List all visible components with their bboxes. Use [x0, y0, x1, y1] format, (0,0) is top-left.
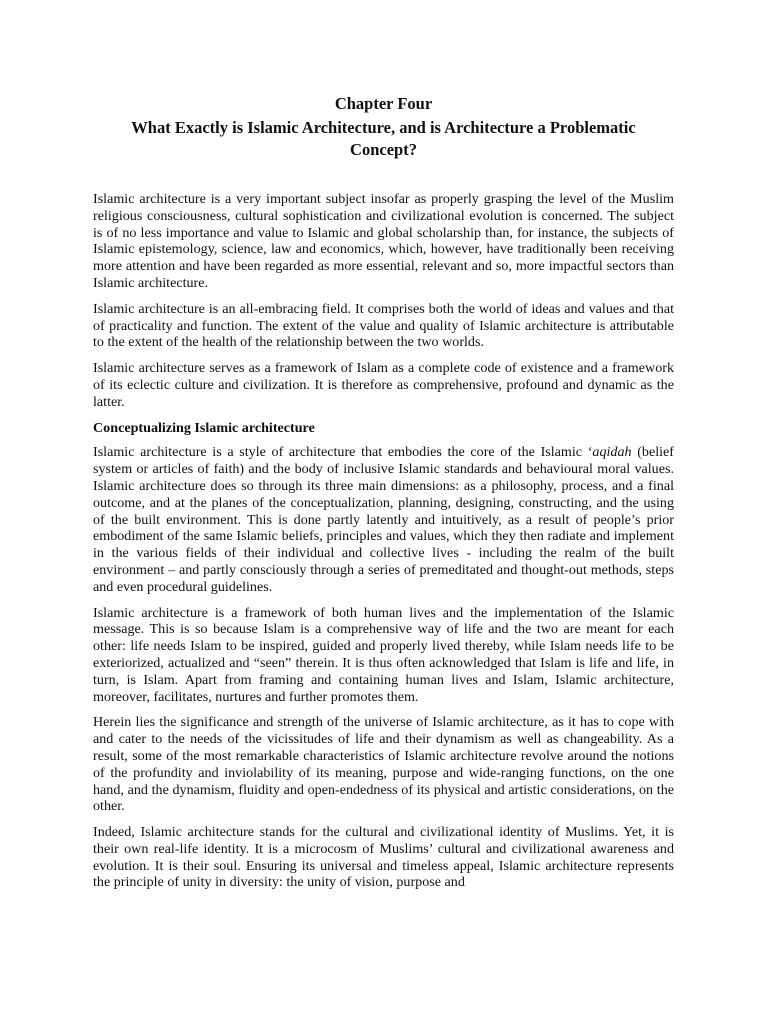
aqidah-term: aqidah	[592, 444, 632, 461]
chapter-title: What Exactly is Islamic Architecture, and is Architecture a Problematic Concept?	[131, 118, 636, 159]
paragraph-4-rest: (belief system or articles of faith) and the body of inclusive Islamic standards and behavioural moral values. Islamic architecture does so through its three main dimensions: as a philosophy, process, and a final outcome, and at the planes of the conceptualization, planning, designing, constructing, and the using of the built environment. This is done partly latently and intuitively, as a result of people’s prior embodiment of the same Islamic beliefs, principles and values, which they then radiate and implement in the various fields of their individual and collective lives - including the realm of the built environment – and partly consciously through a series of premeditated and thought-out methods, steps and even procedural guidelines.	[93, 444, 674, 595]
paragraph-1: Islamic architecture is a very important subject insofar as properly grasping the level of the Muslim religious consciousness, cultural sophistication and civilizational evolution is concerned. The subject is of no less importance and value to Islamic and global scholarship than, for instance, the subjects of Islamic epistemology, science, law and economics, which, however, have traditionally been receiving more attention and have been regarded as more essential, relevant and so, more impactful sectors than Islamic architecture.	[93, 191, 674, 291]
paragraph-4	[93, 444, 674, 595]
document-body	[93, 191, 674, 891]
document-page	[93, 93, 674, 900]
paragraph-4-start: Islamic architecture is a style of architecture that embodies the core of the Islamic ‘	[93, 444, 593, 461]
paragraph-2: Islamic architecture is an all-embracing field. It comprises both the world of ideas and values and that of practicality and function. The extent of the value and quality of Islamic architecture is attributable to the extent of the health of the relationship between the two worlds.	[93, 300, 674, 351]
section-heading: Conceptualizing Islamic architecture	[93, 419, 315, 436]
paragraph-3: Islamic architecture serves as a framework of Islam as a complete code of existence and a framework of its eclectic culture and civilization. It is therefore as comprehensive, profound and dynamic as the latter.	[93, 360, 674, 410]
paragraph-6: Herein lies the significance and strength of the universe of Islamic architecture, as it has to cope with and cater to the needs of the vicissitudes of life and their dynamism as well as changeability. As a result, some of the most remarkable characteristics of Islamic architecture revolve around the notions of the profundity and inviolability of its meaning, purpose and wide-ranging functions, on the one hand, and the dynamism, fluidity and open-endedness of its physical and artistic considerations, on the other.	[93, 714, 674, 815]
chapter-label: Chapter Four	[334, 94, 433, 113]
paragraph-5: Islamic architecture is a framework of both human lives and the implementation of the Islamic message. This is so because Islam is a comprehensive way of life and the two are meant for each other: life needs Islam to be inspired, guided and properly lived thereby, while Islam needs life to be exteriorized, actualized and “seen” therein. It is thus often acknowledged that Islam is life and life, in turn, is Islam. Apart from framing and containing human lives and Islam, Islamic architecture, moreover, facilitates, nurtures and further promotes them.	[93, 604, 674, 705]
paragraph-7: Indeed, Islamic architecture stands for the cultural and civilizational identity of Muslims. Yet, it is their own real-life identity. It is a microcosm of Muslims’ cultural and civilizational awareness and evolution. It is their soul. Ensuring its universal and timeless appeal, Islamic architecture represents the principle of unity in diversity: the unity of vision, purpose and	[93, 824, 674, 891]
